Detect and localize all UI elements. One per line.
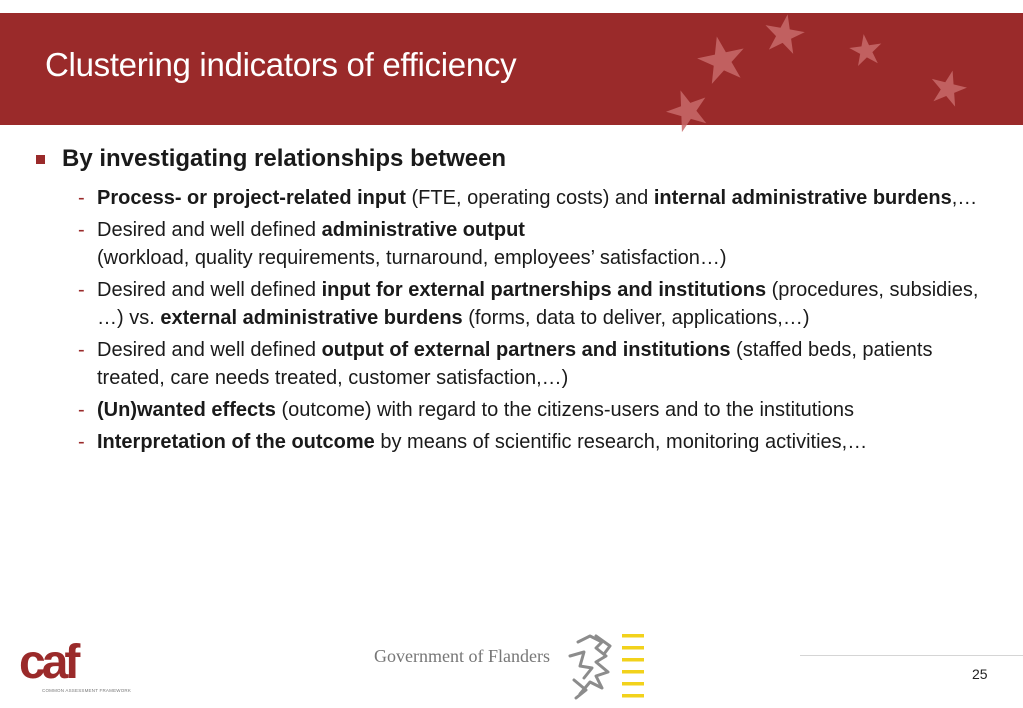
bold-text-run: Process- or project-related input bbox=[97, 187, 406, 209]
bold-text-run: administrative output bbox=[321, 219, 525, 241]
text-run: (staffed beds, patients treated, care needs treated, customer satisfaction,…) bbox=[97, 339, 933, 389]
text-run: (forms, data to deliver, applications,…) bbox=[462, 307, 810, 329]
text-run: (workload, quality requirements, turnaround, employees’ satisfaction…) bbox=[97, 247, 727, 269]
dash-bullet-icon: - bbox=[78, 187, 85, 209]
sub-bullet-text bbox=[97, 396, 987, 424]
square-bullet-icon bbox=[36, 155, 45, 164]
sub-bullet-item bbox=[78, 276, 1000, 332]
text-run: by means of scientific research, monitoring activities,… bbox=[374, 431, 868, 453]
text-run: ,… bbox=[951, 187, 978, 209]
bold-text-run: external administrative burdens bbox=[160, 307, 463, 329]
bold-text-run: internal administrative burdens bbox=[653, 187, 952, 209]
sub-bullet-item bbox=[78, 184, 1000, 212]
caf-logo bbox=[18, 632, 132, 705]
bold-text-run: (Un)wanted effects bbox=[97, 399, 276, 421]
dash-bullet-icon: - bbox=[78, 279, 85, 301]
dash-bullet-icon: - bbox=[78, 399, 85, 421]
main-bullet-text: By investigating relationships between bbox=[62, 145, 507, 172]
sub-bullet-text bbox=[97, 428, 987, 456]
text-run: Desired and well defined bbox=[97, 219, 322, 241]
sub-bullet-list bbox=[30, 184, 1000, 456]
bold-text-run: output of external partners and institutions bbox=[321, 339, 731, 361]
text-run: Desired and well defined bbox=[97, 279, 322, 301]
sub-bullet-item bbox=[78, 216, 1000, 272]
sub-bullet-text bbox=[97, 184, 987, 212]
dash-bullet-icon: - bbox=[78, 219, 85, 241]
dash-bullet-icon: - bbox=[78, 339, 85, 361]
dash-bullet-icon: - bbox=[78, 431, 85, 453]
caf-logo-caption: COMMON ASSESSMENT FRAMEWORK bbox=[42, 688, 132, 693]
sub-bullet-item bbox=[78, 336, 1000, 392]
bold-text-run: input for external partnerships and institutions bbox=[321, 279, 767, 301]
lion-icon bbox=[566, 632, 650, 702]
text-run: Desired and well defined bbox=[97, 339, 322, 361]
text-run: (procedures, subsidies, …) vs. bbox=[97, 279, 979, 329]
top-strip bbox=[0, 0, 1023, 13]
slide-title: Clustering indicators of efficiency bbox=[45, 46, 517, 83]
caf-logo-text: caf bbox=[19, 636, 77, 689]
title-banner bbox=[0, 13, 1023, 125]
text-run: (outcome) with regard to the citizens-users and to the institutions bbox=[275, 399, 854, 421]
page-number: 25 bbox=[972, 666, 988, 682]
government-label: Government of Flanders bbox=[374, 646, 550, 666]
footer-divider bbox=[800, 655, 1023, 656]
flemish-lion-logo bbox=[566, 632, 650, 707]
sub-bullet-item bbox=[78, 396, 1000, 424]
main-bullet bbox=[30, 142, 1000, 176]
sub-bullet-text bbox=[97, 276, 987, 332]
text-run: (FTE, operating costs) and bbox=[405, 187, 654, 209]
sub-bullet-text bbox=[97, 336, 987, 392]
sub-bullet-item bbox=[78, 428, 1000, 456]
bold-text-run: Interpretation of the outcome bbox=[97, 431, 375, 453]
sub-bullet-text bbox=[97, 216, 987, 272]
slide-content bbox=[30, 142, 1000, 460]
